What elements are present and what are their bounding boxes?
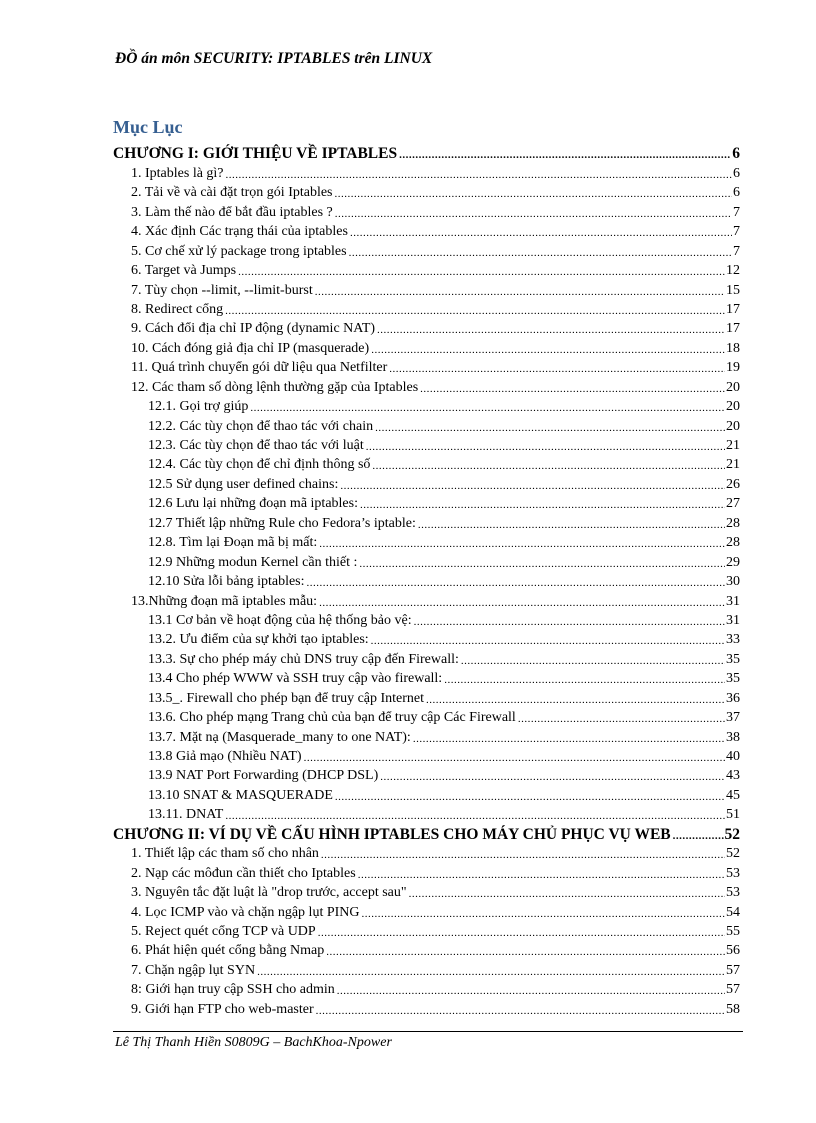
page-footer: Lê Thị Thanh Hiền S0809G – BachKhoa-Npower: [115, 1035, 392, 1050]
toc-entry-title: 2. Nạp các môđun cần thiết cho Iptables: [131, 865, 356, 881]
toc-entry-page: 40: [726, 749, 740, 764]
toc-entry[interactable]: [113, 415, 740, 434]
toc-entry[interactable]: [113, 804, 740, 823]
toc-leader-dots: [418, 518, 725, 532]
toc-entry-title: 10. Cách đóng giả địa chỉ IP (masquerade): [131, 340, 370, 356]
toc-entry[interactable]: [113, 376, 740, 395]
toc-entry-page: 58: [726, 1001, 740, 1017]
toc-entry-title: 6. Phát hiện quét cổng bằng Nmap: [131, 943, 325, 959]
toc-entry[interactable]: [113, 648, 740, 667]
toc-entry[interactable]: [113, 901, 740, 920]
toc-entry-title: 5. Reject quét cổng TCP và UDP: [131, 923, 316, 939]
toc-entry[interactable]: [113, 921, 740, 940]
toc-entry[interactable]: [113, 998, 740, 1017]
toc-entry[interactable]: [113, 396, 740, 415]
toc-leader-dots: [319, 596, 725, 610]
toc-entry[interactable]: [113, 337, 740, 356]
toc-entry-page: 7: [733, 243, 740, 259]
toc-entry-title: 13.2. Ưu điểm của sự khởi tạo iptables:: [148, 632, 369, 648]
toc-entry-page: 17: [726, 301, 740, 317]
table-of-contents: [113, 143, 740, 1018]
toc-leader-dots: [362, 907, 726, 921]
toc-entry-page: 56: [726, 943, 740, 959]
toc-entry-page: 15: [726, 282, 740, 298]
toc-leader-dots: [426, 693, 725, 707]
toc-entry[interactable]: [113, 357, 740, 376]
toc-entry-page: 52: [724, 825, 740, 843]
toc-entry[interactable]: [113, 493, 740, 512]
toc-entry-page: 17: [726, 321, 740, 337]
toc-entry-title: 13.4 Cho phép WWW và SSH truy cập vào firewall:: [148, 671, 443, 687]
toc-leader-dots: [318, 926, 725, 940]
toc-chapter-entry[interactable]: [113, 823, 740, 842]
toc-entry-title: 12.4. Các tùy chọn để chỉ định thông số: [148, 457, 371, 473]
toc-entry[interactable]: [113, 551, 740, 570]
toc-entry-page: 38: [726, 729, 740, 745]
toc-leader-dots: [350, 226, 732, 240]
toc-entry-page: 45: [726, 787, 740, 803]
toc-entry[interactable]: [113, 512, 740, 531]
toc-leader-dots: [358, 868, 725, 882]
toc-entry-title: 2. Tải về và cài đặt trọn gói Iptables: [131, 185, 333, 201]
toc-entry[interactable]: [113, 454, 740, 473]
toc-entry-page: 18: [726, 340, 740, 356]
toc-leader-dots: [335, 207, 732, 221]
toc-entry-title: 3. Làm thế nào để bắt đầu iptables ?: [131, 204, 333, 220]
toc-leader-dots: [673, 829, 724, 843]
toc-leader-dots: [326, 945, 725, 959]
toc-leader-dots: [316, 1004, 725, 1018]
toc-entry[interactable]: [113, 882, 740, 901]
toc-entry-page: 35: [726, 651, 740, 667]
toc-entry-title: 12.7 Thiết lập những Rule cho Fedora’s iptable:: [148, 515, 416, 531]
toc-entry-page: 54: [726, 904, 740, 920]
toc-entry-title: 12.8. Tìm lại Đoạn mã bị mất:: [148, 535, 318, 551]
toc-entry-title: CHƯƠNG I: GIỚI THIỆU VỀ IPTABLES: [113, 145, 398, 163]
toc-entry-page: 52: [726, 846, 740, 862]
toc-entry[interactable]: [113, 726, 740, 745]
toc-leader-dots: [340, 479, 725, 493]
toc-leader-dots: [371, 343, 725, 357]
toc-entry-title: 8: Giới hạn truy cập SSH cho admin: [131, 982, 335, 998]
toc-entry[interactable]: [113, 221, 740, 240]
footer-divider: [113, 1031, 743, 1032]
toc-entry-title: 13.1 Cơ bản về hoạt động của hệ thống bảo vệ:: [148, 612, 412, 628]
toc-leader-dots: [409, 887, 725, 901]
toc-leader-dots: [349, 246, 732, 260]
toc-entry[interactable]: [113, 299, 740, 318]
toc-entry-title: 3. Nguyên tắc đặt luật là "drop trước, accept sau": [131, 885, 407, 901]
toc-entry-title: 13.5_. Firewall cho phép bạn để truy cập Internet: [148, 690, 425, 706]
toc-entry[interactable]: [113, 784, 740, 803]
toc-leader-dots: [389, 362, 725, 376]
toc-entry[interactable]: [113, 668, 740, 687]
toc-entry[interactable]: [113, 862, 740, 881]
toc-entry-page: 7: [733, 224, 740, 240]
toc-entry-page: 31: [726, 593, 740, 609]
toc-entry-title: 4. Xác định Các trạng thái của iptables: [131, 224, 348, 240]
toc-leader-dots: [444, 673, 725, 687]
toc-entry-page: 20: [726, 399, 740, 415]
toc-entry-title: 4. Lọc ICMP vào và chặn ngập lụt PING: [131, 904, 360, 920]
toc-leader-dots: [359, 557, 725, 571]
toc-entry-title: 1. Iptables là gì?: [131, 165, 224, 181]
toc-entry[interactable]: [113, 746, 740, 765]
toc-entry-title: 13.11. DNAT: [148, 807, 224, 823]
toc-leader-dots: [420, 382, 725, 396]
toc-entry-page: 6: [733, 185, 740, 201]
toc-entry[interactable]: [113, 162, 740, 181]
toc-entry-page: 43: [726, 768, 740, 784]
toc-entry-title: 13.Những đoạn mã iptables mẫu:: [131, 593, 318, 609]
toc-entry[interactable]: [113, 240, 740, 259]
toc-entry-title: 8. Redirect cổng: [131, 301, 224, 317]
toc-entry-page: 31: [726, 612, 740, 628]
toc-entry[interactable]: [113, 979, 740, 998]
toc-entry[interactable]: [113, 279, 740, 298]
toc-leader-dots: [225, 809, 725, 823]
toc-entry-page: 53: [726, 865, 740, 881]
toc-leader-dots: [366, 440, 725, 454]
toc-entry-page: 28: [726, 515, 740, 531]
toc-leader-dots: [257, 965, 725, 979]
toc-entry-title: 7. Tùy chọn --limit, --limit-burst: [131, 282, 313, 298]
toc-entry-title: 12.1. Gọi trợ giúp: [148, 399, 249, 415]
toc-leader-dots: [250, 401, 725, 415]
toc-leader-dots: [413, 732, 725, 746]
toc-entry-title: 13.10 SNAT & MASQUERADE: [148, 787, 333, 803]
toc-entry[interactable]: [113, 707, 740, 726]
toc-entry-title: 9. Cách đổi địa chỉ IP động (dynamic NAT): [131, 321, 376, 337]
toc-entry-title: 13.7. Mặt nạ (Masquerade_many to one NAT):: [148, 729, 411, 745]
toc-entry-page: 21: [726, 438, 740, 453]
toc-entry-title: 7. Chặn ngập lụt SYN: [131, 962, 256, 978]
toc-leader-dots: [375, 421, 725, 435]
toc-leader-dots: [414, 615, 725, 629]
toc-entry-title: 12.2. Các tùy chọn để thao tác với chain: [148, 418, 374, 434]
toc-entry-title: 12.3. Các tùy chọn để thao tác với luật: [148, 438, 364, 453]
toc-entry-page: 51: [726, 807, 740, 823]
toc-entry-page: 28: [726, 535, 740, 551]
toc-entry-page: 6: [732, 145, 740, 163]
toc-entry[interactable]: [113, 590, 740, 609]
toc-leader-dots: [319, 537, 725, 551]
toc-entry[interactable]: [113, 201, 740, 220]
toc-entry[interactable]: [113, 940, 740, 959]
toc-entry[interactable]: [113, 473, 740, 492]
toc-entry-page: 57: [726, 982, 740, 998]
toc-chapter-entry[interactable]: [113, 143, 740, 162]
toc-leader-dots: [226, 168, 732, 182]
toc-leader-dots: [337, 984, 725, 998]
toc-leader-dots: [335, 790, 725, 804]
toc-entry[interactable]: [113, 843, 740, 862]
toc-entry[interactable]: [113, 182, 740, 201]
toc-entry-page: 37: [726, 710, 740, 726]
toc-leader-dots: [225, 304, 725, 318]
toc-entry[interactable]: [113, 532, 740, 551]
toc-entry-title: 6. Target và Jumps: [131, 263, 237, 279]
toc-entry-title: 13.3. Sự cho phép máy chủ DNS truy cập đến Firewall:: [148, 651, 459, 667]
toc-entry-page: 20: [726, 418, 740, 434]
toc-entry-title: 12.9 Những modun Kernel cần thiết :: [148, 554, 358, 570]
toc-entry-title: CHƯƠNG II: VÍ DỤ VỀ CẤU HÌNH IPTABLES CHO MÁY CHỦ PHỤC VỤ WEB: [113, 825, 671, 843]
toc-leader-dots: [321, 848, 725, 862]
toc-entry-title: 5. Cơ chế xử lý package trong iptables: [131, 243, 347, 259]
toc-entry-page: 57: [726, 962, 740, 978]
toc-leader-dots: [304, 751, 725, 765]
toc-leader-dots: [461, 654, 725, 668]
toc-entry-title: 11. Quá trình chuyển gói dữ liệu qua Netfilter: [131, 360, 388, 376]
toc-leader-dots: [238, 265, 725, 279]
toc-entry-page: 6: [733, 165, 740, 181]
toc-entry[interactable]: [113, 959, 740, 978]
page-header: ĐỒ án môn SECURITY: IPTABLES trên LINUX: [115, 50, 433, 67]
toc-entry-page: 27: [726, 496, 740, 512]
toc-entry[interactable]: [113, 260, 740, 279]
toc-entry[interactable]: [113, 435, 740, 454]
toc-entry-title: 1. Thiết lập các tham số cho nhân: [131, 846, 319, 862]
toc-entry-page: 19: [726, 360, 740, 376]
toc-entry-page: 7: [733, 204, 740, 220]
toc-entry-page: 12: [726, 263, 740, 279]
toc-leader-dots: [335, 187, 732, 201]
toc-entry-page: 55: [726, 923, 740, 939]
toc-leader-dots: [372, 459, 725, 473]
toc-leader-dots: [315, 285, 725, 299]
toc-title: Mục Lục: [113, 117, 183, 137]
toc-leader-dots: [518, 712, 725, 726]
toc-entry-page: 20: [726, 379, 740, 395]
toc-entry-title: 13.9 NAT Port Forwarding (DHCP DSL): [148, 768, 379, 784]
toc-entry[interactable]: [113, 765, 740, 784]
toc-entry-title: 12.10 Sửa lỗi bảng iptables:: [148, 574, 305, 590]
toc-entry-page: 21: [726, 457, 740, 473]
toc-entry[interactable]: [113, 318, 740, 337]
toc-entry-page: 36: [726, 690, 740, 706]
toc-entry-page: 53: [726, 885, 740, 901]
toc-leader-dots: [377, 323, 725, 337]
toc-leader-dots: [307, 576, 725, 590]
toc-leader-dots: [360, 498, 725, 512]
toc-entry-page: 35: [726, 671, 740, 687]
toc-entry[interactable]: [113, 629, 740, 648]
toc-entry-title: 12.6 Lưu lại những đoạn mã iptables:: [148, 496, 358, 512]
toc-entry-page: 29: [726, 554, 740, 570]
toc-entry-title: 9. Giới hạn FTP cho web-master: [131, 1001, 314, 1017]
toc-entry-title: 12. Các tham số dòng lệnh thường gặp của Iptables: [131, 379, 419, 395]
toc-entry-page: 30: [726, 574, 740, 590]
toc-entry-page: 26: [726, 476, 740, 492]
toc-entry[interactable]: [113, 610, 740, 629]
toc-entry[interactable]: [113, 571, 740, 590]
toc-leader-dots: [399, 148, 731, 162]
toc-entry-title: 13.6. Cho phép mạng Trang chủ của bạn để truy cập Các Firewall: [148, 710, 516, 726]
toc-leader-dots: [371, 634, 725, 648]
toc-entry-title: 12.5 Sử dụng user defined chains:: [148, 476, 339, 492]
toc-entry-title: 13.8 Giả mạo (Nhiều NAT): [148, 749, 302, 764]
toc-entry[interactable]: [113, 687, 740, 706]
toc-leader-dots: [380, 770, 725, 784]
toc-entry-page: 33: [726, 632, 740, 648]
